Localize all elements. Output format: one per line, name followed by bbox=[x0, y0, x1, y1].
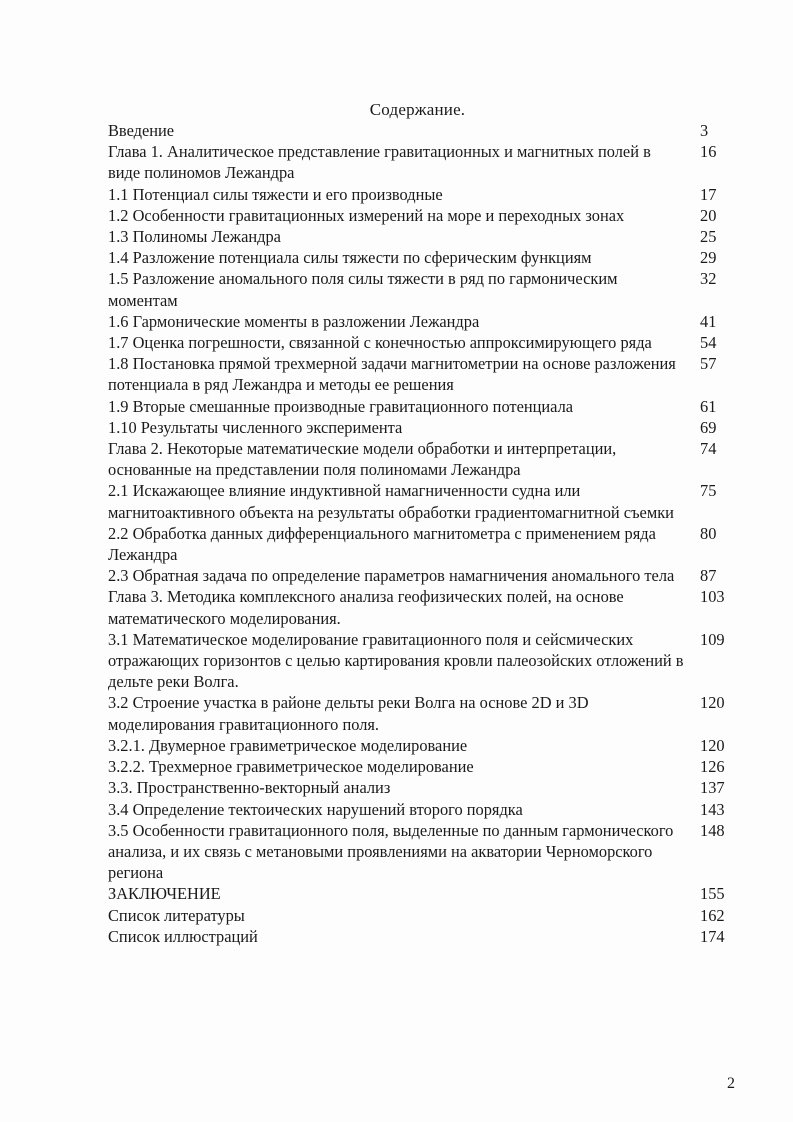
toc-entry-title: 3.4 Определение тектоических нарушений второго порядка bbox=[108, 799, 523, 819]
toc-entry-page: 109 bbox=[700, 629, 725, 649]
toc-entry bbox=[108, 523, 748, 565]
toc-entry bbox=[108, 735, 748, 756]
toc-entry bbox=[108, 777, 748, 798]
toc-entry-page: 155 bbox=[700, 884, 725, 904]
page-number: 2 bbox=[727, 1075, 735, 1092]
toc-entry-page: 80 bbox=[700, 523, 717, 543]
toc-entry-title: 1.1 Потенциал силы тяжести и его производные bbox=[108, 184, 443, 204]
toc-entry-page: 3 bbox=[700, 121, 709, 140]
toc-entry-title: 3.2 Строение участка в районе дельты реки Волга на основе 2D и 3D моделирования гравитационного поля. bbox=[108, 693, 589, 734]
toc-entry-page: 32 bbox=[700, 269, 717, 289]
toc-entry-page: 61 bbox=[700, 396, 717, 416]
toc-entry bbox=[108, 799, 748, 820]
toc-entry-title: 1.3 Полиномы Лежандра bbox=[108, 227, 281, 247]
toc-entry bbox=[108, 120, 748, 141]
toc-entry-page: 20 bbox=[700, 205, 717, 225]
toc-entry-title: Введение bbox=[108, 121, 175, 140]
toc-entry-page: 162 bbox=[700, 905, 725, 925]
toc-entry-page: 54 bbox=[700, 333, 717, 353]
toc-entry-page: 57 bbox=[700, 354, 717, 374]
toc-entry bbox=[108, 332, 748, 353]
toc-entry-title: 3.2.1. Двумерное гравиметрическое моделирование bbox=[108, 735, 468, 755]
toc-entry-page: 69 bbox=[700, 417, 717, 437]
toc-entry-page: 74 bbox=[700, 439, 717, 459]
toc-entry-page: 29 bbox=[700, 248, 717, 268]
toc-entry-page: 41 bbox=[700, 311, 717, 331]
toc-entry-title: 2.3 Обратная задача по определение параметров намагничения аномального тела bbox=[108, 566, 675, 586]
toc-entry-title: Список литературы bbox=[108, 905, 245, 925]
toc-entry-page: 75 bbox=[700, 481, 717, 501]
toc-entry bbox=[108, 438, 748, 480]
toc-entry bbox=[108, 756, 748, 777]
toc-entry-title: 1.8 Постановка прямой трехмерной задачи магнитометрии на основе разложения потенциала в ряд Лежандра и методы ее решения bbox=[108, 354, 676, 395]
toc-entry-page: 25 bbox=[700, 227, 717, 247]
toc-entry bbox=[108, 692, 748, 734]
toc-entry-title: 1.9 Вторые смешанные производные гравитационного потенциала bbox=[108, 396, 574, 416]
toc-entry-page: 17 bbox=[700, 184, 717, 204]
toc-entry-title: Список иллюстраций bbox=[108, 926, 258, 946]
toc-entry-page: 103 bbox=[700, 587, 725, 607]
toc-entry-title: 1.2 Особенности гравитационных измерений на море и переходных зонах bbox=[108, 205, 625, 225]
toc-entry-page: 16 bbox=[700, 142, 717, 162]
toc-entry bbox=[108, 396, 748, 417]
toc-entry bbox=[108, 905, 748, 926]
toc-entry bbox=[108, 247, 748, 268]
toc-entry bbox=[108, 926, 748, 947]
toc-entry bbox=[108, 184, 748, 205]
toc-entry bbox=[108, 629, 748, 693]
toc-entry-title: 1.7 Оценка погрешности, связанной с конечностью аппроксимирующего ряда bbox=[108, 333, 652, 353]
toc-entry bbox=[108, 883, 748, 904]
toc-entry-page: 137 bbox=[700, 778, 725, 798]
toc-entry bbox=[108, 311, 748, 332]
toc-entry bbox=[108, 565, 748, 586]
table-of-contents bbox=[108, 120, 748, 947]
toc-entry-title: 3.2.2. Трехмерное гравиметрическое моделирование bbox=[108, 757, 474, 777]
toc-entry bbox=[108, 141, 748, 183]
toc-entry bbox=[108, 268, 748, 310]
toc-entry-title: 2.1 Искажающее влияние индуктивной намагниченности судна или магнитоактивного объекта на результаты обработки градиентомагнитной съемки bbox=[108, 481, 674, 522]
toc-entry-title: 3.5 Особенности гравитационного поля, выделенные по данным гармонического анализа, и их связь с метановыми проявлениями на акватории Черноморского региона bbox=[108, 820, 674, 883]
toc-entry-page: 120 bbox=[700, 735, 725, 755]
toc-entry-title: 3.3. Пространственно-векторный анализ bbox=[108, 778, 391, 798]
toc-entry-title: 1.10 Результаты численного эксперимента bbox=[108, 417, 403, 437]
toc-entry-title: 1.4 Разложение потенциала силы тяжести по сферическим функциям bbox=[108, 248, 592, 268]
toc-entry bbox=[108, 480, 748, 522]
toc-entry-page: 87 bbox=[700, 566, 717, 586]
toc-entry-title: 2.2 Обработка данных дифференциального магнитометра с применением ряда Лежандра bbox=[108, 523, 656, 565]
toc-entry-page: 120 bbox=[700, 693, 725, 713]
toc-entry-page: 126 bbox=[700, 757, 725, 777]
toc-entry-title: Глава 1. Аналитическое представление гравитационных и магнитных полей в виде полиномов Лежандра bbox=[108, 142, 651, 183]
toc-entry-title: Глава 3. Методика комплексного анализа геофизических полей, на основе математического моделирования. bbox=[108, 587, 624, 628]
toc-entry-title: Глава 2. Некоторые математические модели обработки и интерпретации, основанные на представлении поля полиномами Лежандра bbox=[108, 439, 617, 480]
toc-entry-page: 148 bbox=[700, 820, 725, 840]
toc-entry bbox=[108, 205, 748, 226]
toc-heading: Содержание. bbox=[369, 100, 466, 119]
toc-entry-page: 143 bbox=[700, 799, 725, 819]
toc-entry bbox=[108, 417, 748, 438]
toc-entry bbox=[108, 353, 748, 395]
toc-entry-title: 1.5 Разложение аномального поля силы тяжести в ряд по гармоническим моментам bbox=[108, 269, 618, 310]
toc-entry bbox=[108, 586, 748, 628]
toc-entry-title: ЗАКЛЮЧЕНИЕ bbox=[108, 884, 221, 904]
toc-entry bbox=[108, 820, 748, 884]
toc-entry-title: 1.6 Гармонические моменты в разложении Лежандра bbox=[108, 311, 480, 331]
toc-entry-page: 174 bbox=[700, 926, 725, 946]
toc-entry bbox=[108, 226, 748, 247]
toc-entry-title: 3.1 Математическое моделирование гравитационного поля и сейсмических отражающих горизонтов с целью картирования кровли палеозойских отложений в дельте реки Волга. bbox=[108, 629, 684, 692]
